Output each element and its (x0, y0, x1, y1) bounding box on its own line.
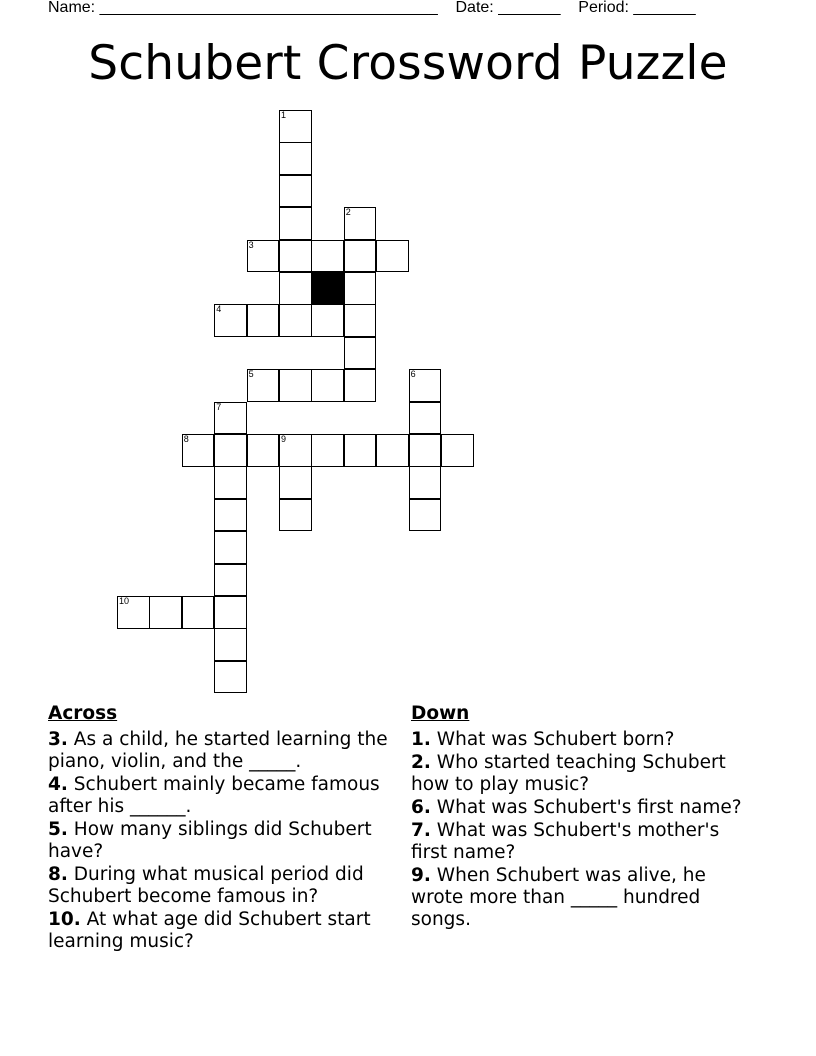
crossword-cell[interactable] (344, 207, 377, 240)
crossword-cell[interactable] (214, 304, 247, 337)
crossword-cell[interactable] (214, 661, 247, 694)
crossword-cell[interactable] (279, 272, 312, 305)
crossword-cell[interactable] (247, 369, 280, 402)
clue-across-10: 10. At what age did Schubert start learning music? (48, 909, 371, 952)
crossword-cell[interactable] (279, 304, 312, 337)
crossword-cell[interactable] (279, 175, 312, 208)
cell-number: 3 (248, 239, 254, 250)
down-clues (411, 703, 761, 932)
across-clues (48, 703, 398, 954)
crossword-cell[interactable] (376, 240, 409, 273)
crossword-cell[interactable] (214, 628, 247, 661)
crossword-block (311, 272, 344, 305)
crossword-cell[interactable] (344, 369, 377, 402)
cell-number: 4 (216, 304, 222, 315)
cell-number: 10 (119, 596, 130, 606)
crossword-cell[interactable] (117, 596, 150, 629)
crossword-cell[interactable] (279, 110, 312, 143)
clue-down-7: 7. What was Schubert's mother's first name? (411, 820, 720, 863)
crossword-cell[interactable] (279, 434, 312, 467)
down-heading: Down (411, 703, 470, 724)
crossword-cell[interactable] (311, 369, 344, 402)
period-field[interactable]: Period: _______ (578, 0, 696, 16)
crossword-cell[interactable] (214, 596, 247, 629)
page-title: Schubert Crossword Puzzle (88, 36, 728, 91)
crossword-cell[interactable] (247, 304, 280, 337)
crossword-cell[interactable] (182, 596, 215, 629)
crossword-cell[interactable] (441, 434, 474, 467)
crossword-cell[interactable] (279, 240, 312, 273)
cell-number: 6 (410, 369, 416, 380)
crossword-cell[interactable] (214, 466, 247, 499)
crossword-cell[interactable] (279, 499, 312, 532)
crossword-cell[interactable] (182, 434, 215, 467)
crossword-cell[interactable] (409, 402, 442, 435)
crossword-cell[interactable] (214, 531, 247, 564)
crossword-cell[interactable] (376, 434, 409, 467)
crossword-cell[interactable] (279, 466, 312, 499)
crossword-cell[interactable] (279, 369, 312, 402)
clue-across-5: 5. How many siblings did Schubert have? (48, 819, 372, 862)
cell-number: 7 (216, 401, 222, 412)
name-field[interactable]: Name: ______________________________________ (48, 0, 438, 16)
cell-number: 5 (248, 369, 254, 380)
crossword-cell[interactable] (247, 434, 280, 467)
crossword-cell[interactable] (311, 240, 344, 273)
cell-number: 2 (345, 207, 351, 218)
crossword-cell[interactable] (409, 434, 442, 467)
cell-number: 8 (183, 434, 189, 444)
clue-down-9: 9. When Schubert was alive, he wrote more than _____ hundred songs. (411, 865, 706, 930)
date-field[interactable]: Date: _______ (455, 0, 561, 16)
clue-across-8: 8. During what musical period did Schubert become famous in? (48, 864, 364, 907)
clue-down-2: 2. Who started teaching Schubert how to play music? (411, 752, 726, 795)
crossword-cell[interactable] (344, 240, 377, 273)
crossword-cell[interactable] (409, 466, 442, 499)
crossword-cell[interactable] (311, 304, 344, 337)
crossword-cell[interactable] (149, 596, 182, 629)
crossword-cell[interactable] (344, 304, 377, 337)
crossword-cell[interactable] (344, 434, 377, 467)
crossword-cell[interactable] (344, 272, 377, 305)
crossword-cell[interactable] (409, 369, 442, 402)
crossword-cell[interactable] (214, 434, 247, 467)
clue-across-4: 4. Schubert mainly became famous after his ______. (48, 774, 380, 817)
crossword-cell[interactable] (214, 564, 247, 597)
clue-down-6: 6. What was Schubert's first name? (411, 797, 742, 818)
cell-number: 1 (281, 110, 287, 120)
crossword-cell[interactable] (344, 337, 377, 370)
crossword-cell[interactable] (409, 499, 442, 532)
clue-across-3: 3. As a child, he started learning the piano, violin, and the _____. (48, 729, 388, 772)
crossword-cell[interactable] (279, 207, 312, 240)
crossword-cell[interactable] (311, 434, 344, 467)
crossword-cell[interactable] (214, 499, 247, 532)
across-heading: Across (48, 703, 118, 724)
crossword-cell[interactable] (214, 402, 247, 435)
clue-down-1: 1. What was Schubert born? (411, 729, 675, 750)
crossword-cell[interactable] (247, 240, 280, 273)
cell-number: 9 (281, 434, 287, 444)
crossword-cell[interactable] (279, 142, 312, 175)
